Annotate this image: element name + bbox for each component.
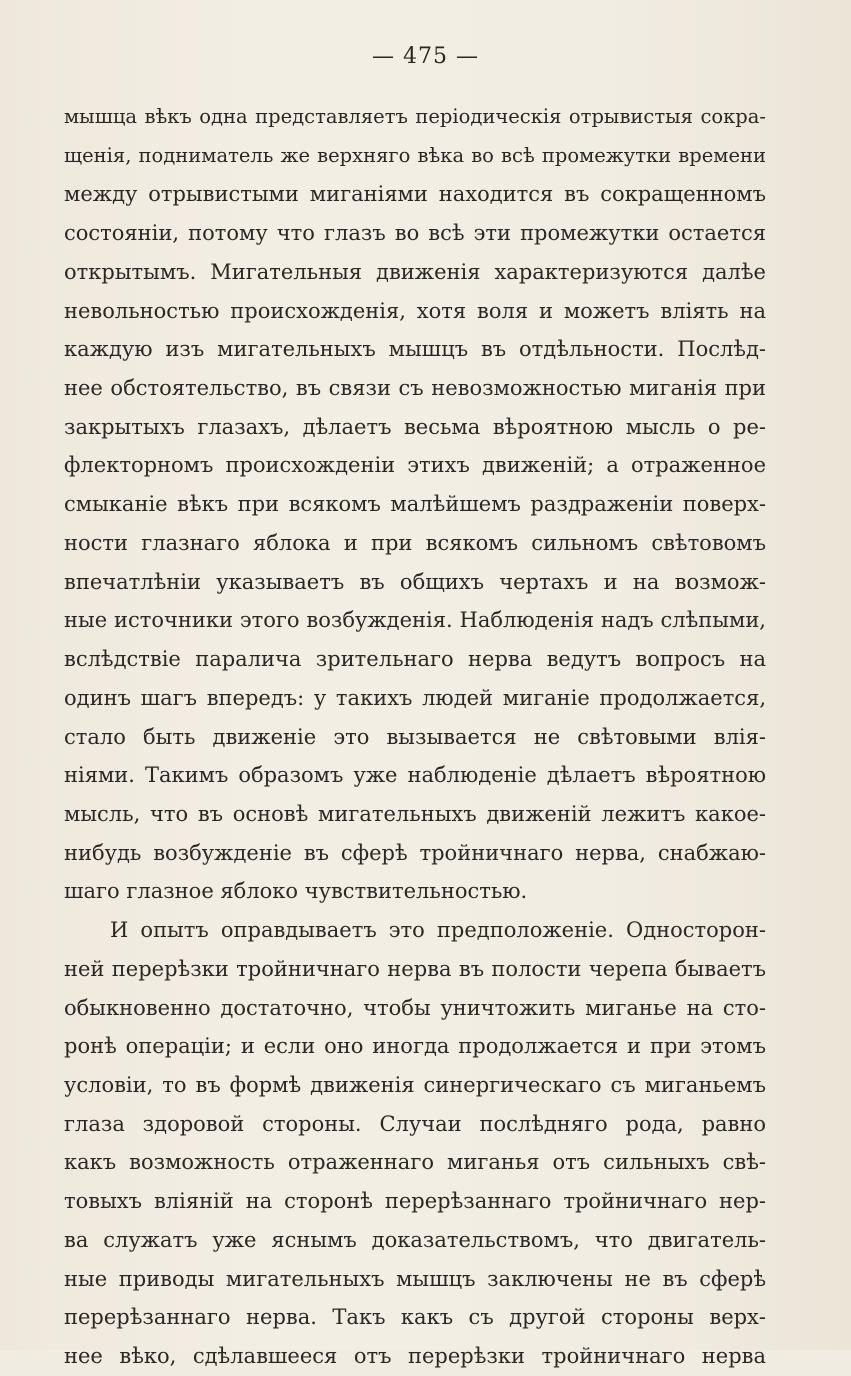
text-line: ва служатъ уже яснымъ доказательствомъ, что двигатель- bbox=[64, 1227, 766, 1252]
text-line: между отрывистыми миганіями находится въ сокращенномъ bbox=[64, 182, 766, 207]
text-line: мысль, что въ основѣ мигательныхъ движеній лежитъ какое- bbox=[64, 801, 766, 826]
text-line: товыхъ вліяній на сторонѣ перерѣзаннаго тройничнаго нер- bbox=[64, 1189, 766, 1214]
text-line: каждую изъ мигательныхъ мышцъ въ отдѣльности. Послѣд- bbox=[64, 337, 766, 362]
text-line: перерѣзаннаго нерва. Такъ какъ съ другой стороны верх- bbox=[64, 1305, 766, 1330]
text-line: глаза здоровой стороны. Случаи послѣдняго рода, равно bbox=[64, 1111, 766, 1136]
text-line: ней перерѣзки тройничнаго нерва въ полости черепа бываетъ bbox=[64, 956, 766, 981]
text-line: впечатлѣніи указываетъ въ общихъ чертахъ и на возмож- bbox=[64, 569, 766, 594]
text-line: мышца вѣкъ одна представляетъ періодическія отрывистыя сокра- bbox=[64, 105, 766, 128]
text-line: закрытыхъ глазахъ, дѣлаетъ весьма вѣроятною мысль о ре- bbox=[64, 414, 766, 439]
text-line: нее вѣко, сдѣлавшееся отъ перерѣзки тройничнаго нерва bbox=[64, 1344, 766, 1368]
text-line: одинъ шагъ впередъ: у такихъ людей миганіе продолжается, bbox=[64, 685, 766, 710]
text-line: щенія, подниматель же верхняго вѣка во всѣ промежутки времени bbox=[64, 143, 766, 167]
text-line: флекторномъ происхожденіи этихъ движеній; а отраженное bbox=[64, 453, 766, 478]
text-line: нее обстоятельство, въ связи съ невозможностью миганія при bbox=[64, 376, 766, 401]
text-line: какъ возможность отраженнаго миганья отъ сильныхъ свѣ- bbox=[64, 1150, 766, 1175]
page-number: — 475 — bbox=[372, 44, 479, 69]
text-line: ные приводы мигательныхъ мышцъ заключены не въ сферѣ bbox=[64, 1266, 766, 1291]
paragraph-first-line: И опытъ оправдываетъ это предположеніе. Односторон- bbox=[110, 918, 766, 943]
text-line: ронѣ операціи; и если оно иногда продолжается и при этомъ bbox=[64, 1034, 766, 1059]
text-line: ности глазнаго яблока и при всякомъ сильномъ свѣтовомъ bbox=[64, 530, 766, 555]
text-line: вслѣдствіе паралича зрительнаго нерва ведутъ вопросъ на bbox=[64, 647, 766, 672]
text-line: нибудь возбужденіе въ сферѣ тройничнаго нерва, снабжаю- bbox=[64, 840, 766, 865]
text-line: обыкновенно достаточно, чтобы уничтожить миганье на сто- bbox=[64, 995, 766, 1020]
text-line: ніями. Такимъ образомъ уже наблюденіе дѣлаетъ вѣроятною bbox=[64, 763, 766, 788]
text-line: смыканіе вѣкъ при всякомъ малѣйшемъ раздраженіи поверх- bbox=[64, 492, 766, 517]
text-line: состояніи, потому что глазъ во всѣ эти промежутки остается bbox=[64, 221, 766, 246]
text-line: открытымъ. Мигательныя движенія характеризуются далѣе bbox=[64, 259, 766, 284]
text-line: стало быть движеніе это вызывается не свѣтовыми влія- bbox=[64, 724, 766, 749]
paragraph-last-line: шаго глазное яблоко чувствительностью. bbox=[64, 879, 528, 904]
text-line: ные источники этого возбужденія. Наблюденія надъ слѣпыми, bbox=[64, 608, 766, 633]
text-line: невольностью происхожденія, хотя воля и можетъ вліять на bbox=[64, 298, 766, 323]
text-line: условіи, то въ формѣ движенія синергическаго съ миганьемъ bbox=[64, 1072, 766, 1097]
body-text bbox=[64, 98, 766, 1376]
